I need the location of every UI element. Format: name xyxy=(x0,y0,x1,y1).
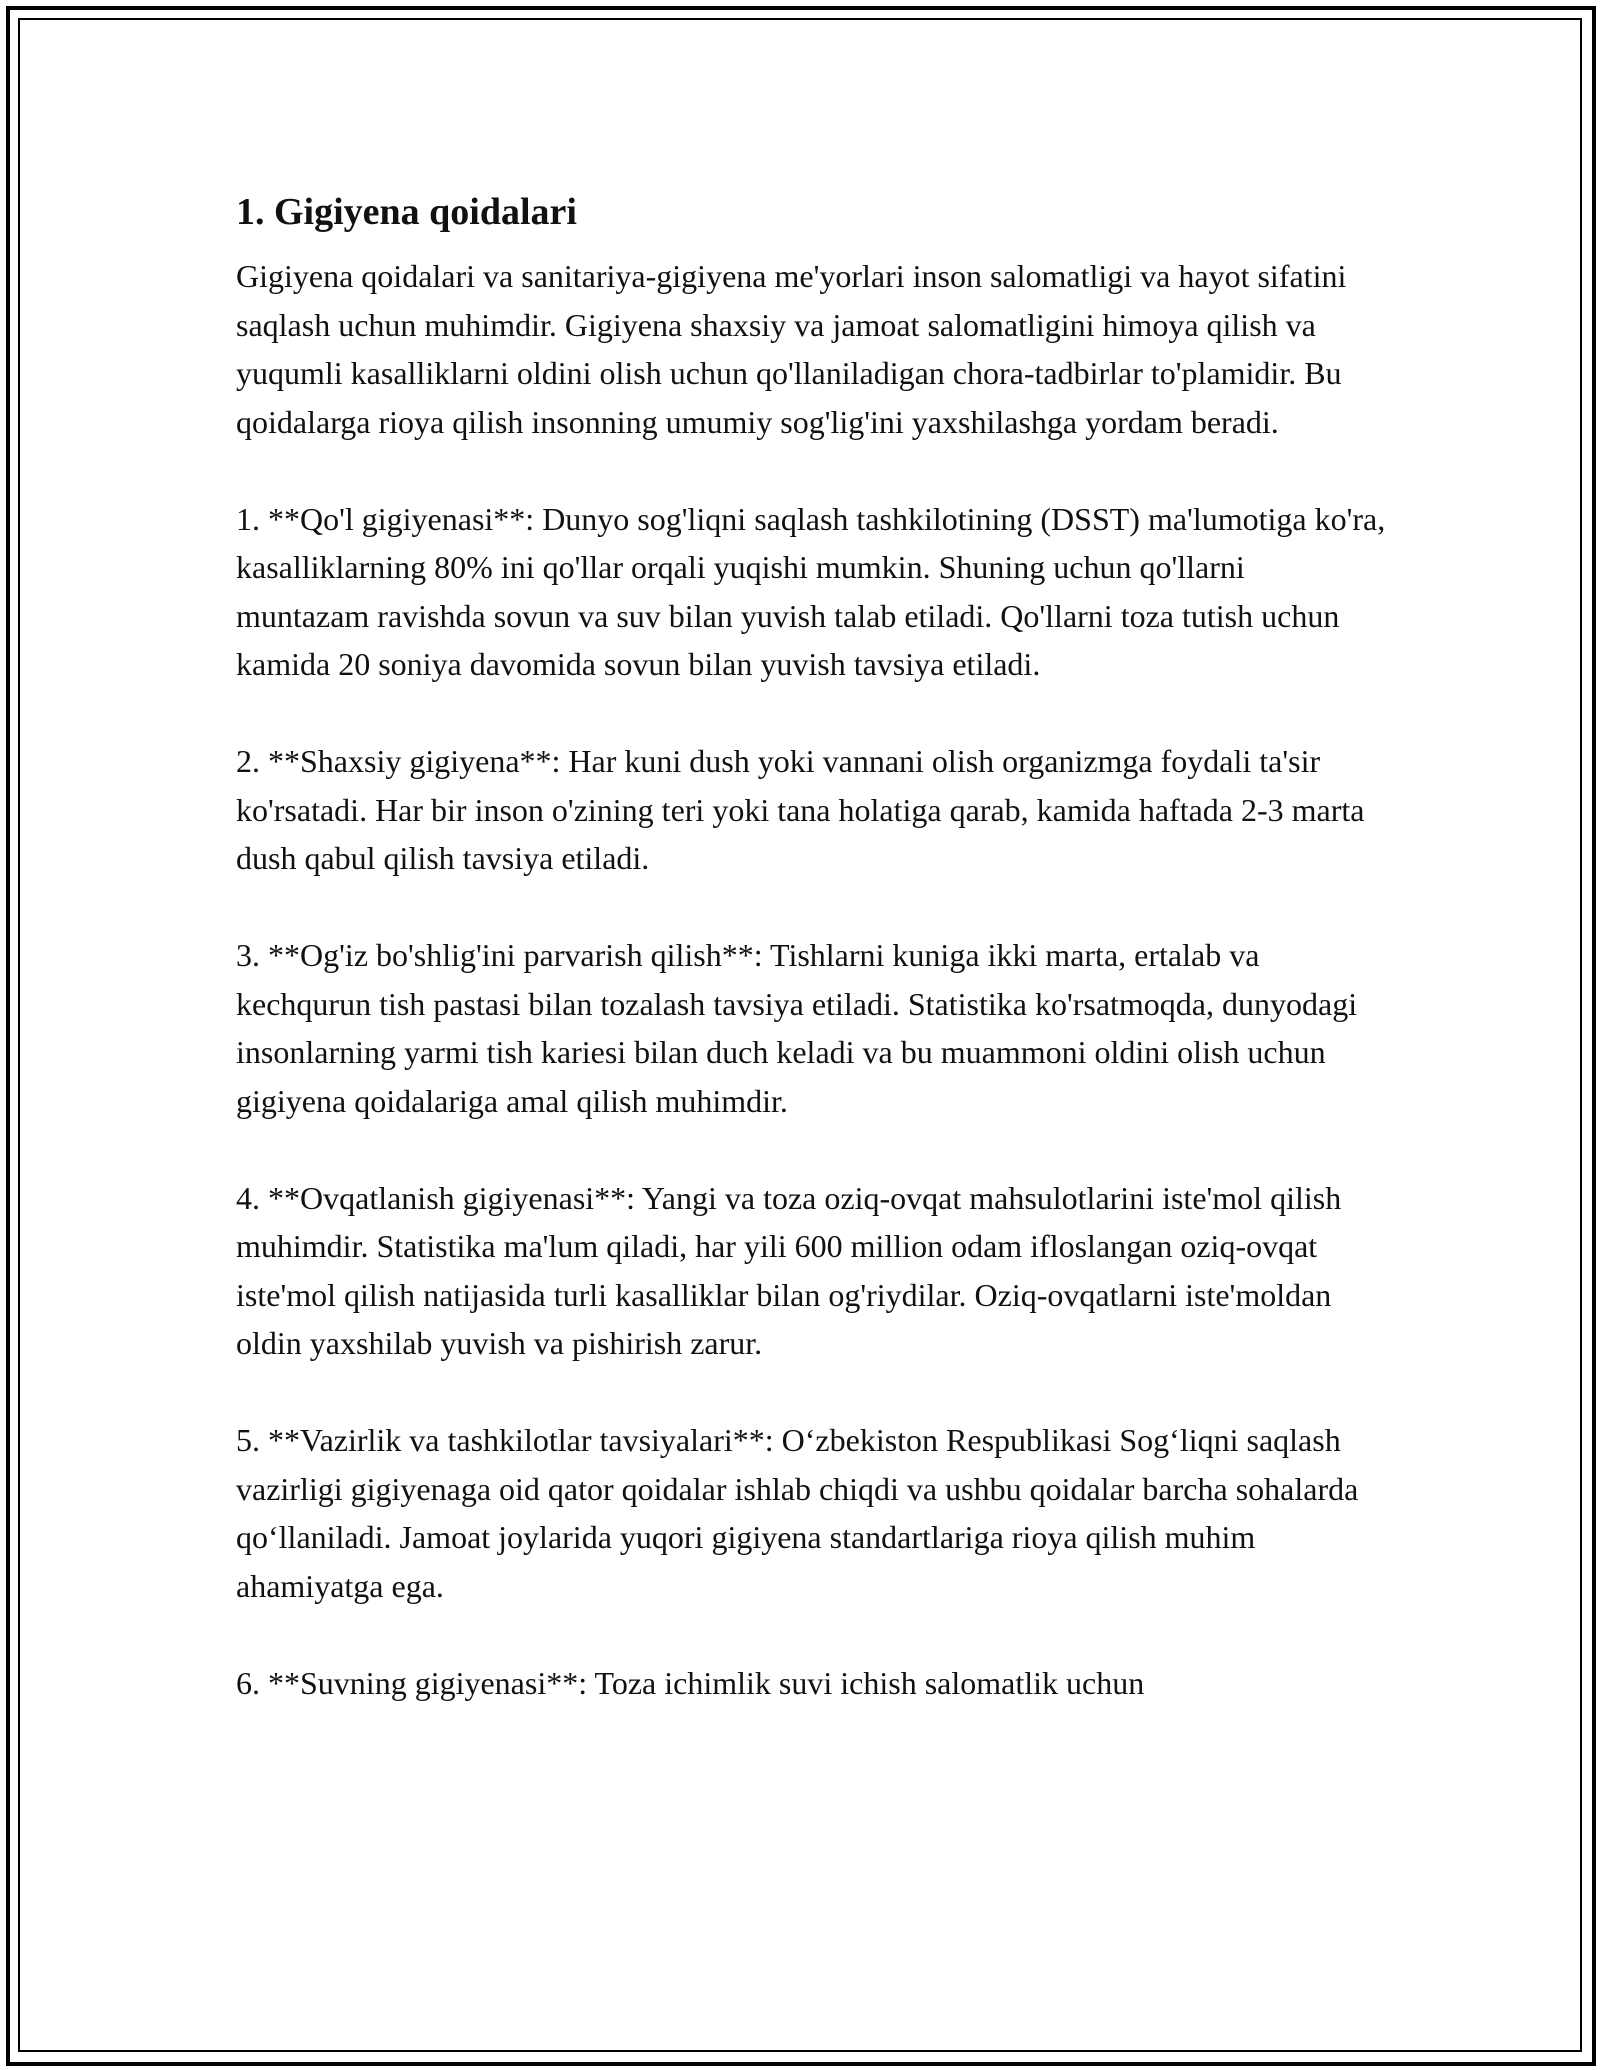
paragraph-ministry-recommendations: 5. **Vazirlik va tashkilotlar tavsiyalari**: O‘zbekiston Respublikasi Sog‘liqni saqlash vazirligi gigiyenaga oid qator qoidalar ishlab chiqdi va ushbu qoidalar barcha sohalarda qo‘llaniladi. Jamoat joylarida yuqori gigiyena standartlariga rioya qilish muhim ahamiyatga ega. xyxy=(236,1422,1359,1604)
document-body xyxy=(236,188,1386,1756)
paragraph-oral-care: 3. **Og'iz bo'shlig'ini parvarish qilish**: Tishlarni kuniga ikki marta, ertalab va kechqurun tish pastasi bilan tozalash tavsiya etiladi. Statistika ko'rsatmoqda, dunyodagi insonlarning yarmi tish kariesi bilan duch keladi va bu muammoni oldini olish uchun gigiyena qoidalariga amal qilish muhimdir. xyxy=(236,937,1358,1119)
paragraph-water-hygiene: 6. **Suvning gigiyenasi**: Toza ichimlik suvi ichish salomatlik uchun xyxy=(236,1664,1145,1701)
paragraph-hand-hygiene: 1. **Qo'l gigiyenasi**: Dunyo sog'liqni saqlash tashkilotining (DSST) ma'lumotiga ko'ra, kasalliklarning 80% ini qo'llar orqali yuqishi mumkin. Shuning uchun qo'llarni muntazam ravishda sovun va suv bilan yuvish talab etiladi. Qo'llarni toza tutish uchun kamida 20 soniya davomida sovun bilan yuvish tavsiya etiladi. xyxy=(236,500,1386,682)
document-title: 1. Gigiyena qoidalari xyxy=(236,191,577,233)
intro-paragraph: Gigiyena qoidalari va sanitariya-gigiyena me'yorlari inson salomatligi va hayot sifatini saqlash uchun muhimdir. Gigiyena shaxsiy va jamoat salomatligini himoya qilish va yuqumli kasalliklarni oldini olish uchun qo'llaniladigan chora-tadbirlar to'plamidir. Bu qoidalarga rioya qilish insonning umumiy sog'lig'ini yaxshilashga yordam beradi. xyxy=(236,258,1347,440)
paragraph-food-hygiene: 4. **Ovqatlanish gigiyenasi**: Yangi va toza oziq-ovqat mahsulotlarini iste'mol qilish muhimdir. Statistika ma'lum qiladi, har yili 600 million odam ifloslangan oziq-ovqat iste'mol qilish natijasida turli kasalliklar bilan og'riydilar. Oziq-ovqatlarni iste'moldan oldin yaxshilab yuvish va pishirish zarur. xyxy=(236,1179,1342,1361)
paragraph-personal-hygiene: 2. **Shaxsiy gigiyena**: Har kuni dush yoki vannani olish organizmga foydali ta'sir ko'rsatadi. Har bir inson o'zining teri yoki tana holatiga qarab, kamida haftada 2-3 marta dush qabul qilish tavsiya etiladi. xyxy=(236,743,1365,876)
